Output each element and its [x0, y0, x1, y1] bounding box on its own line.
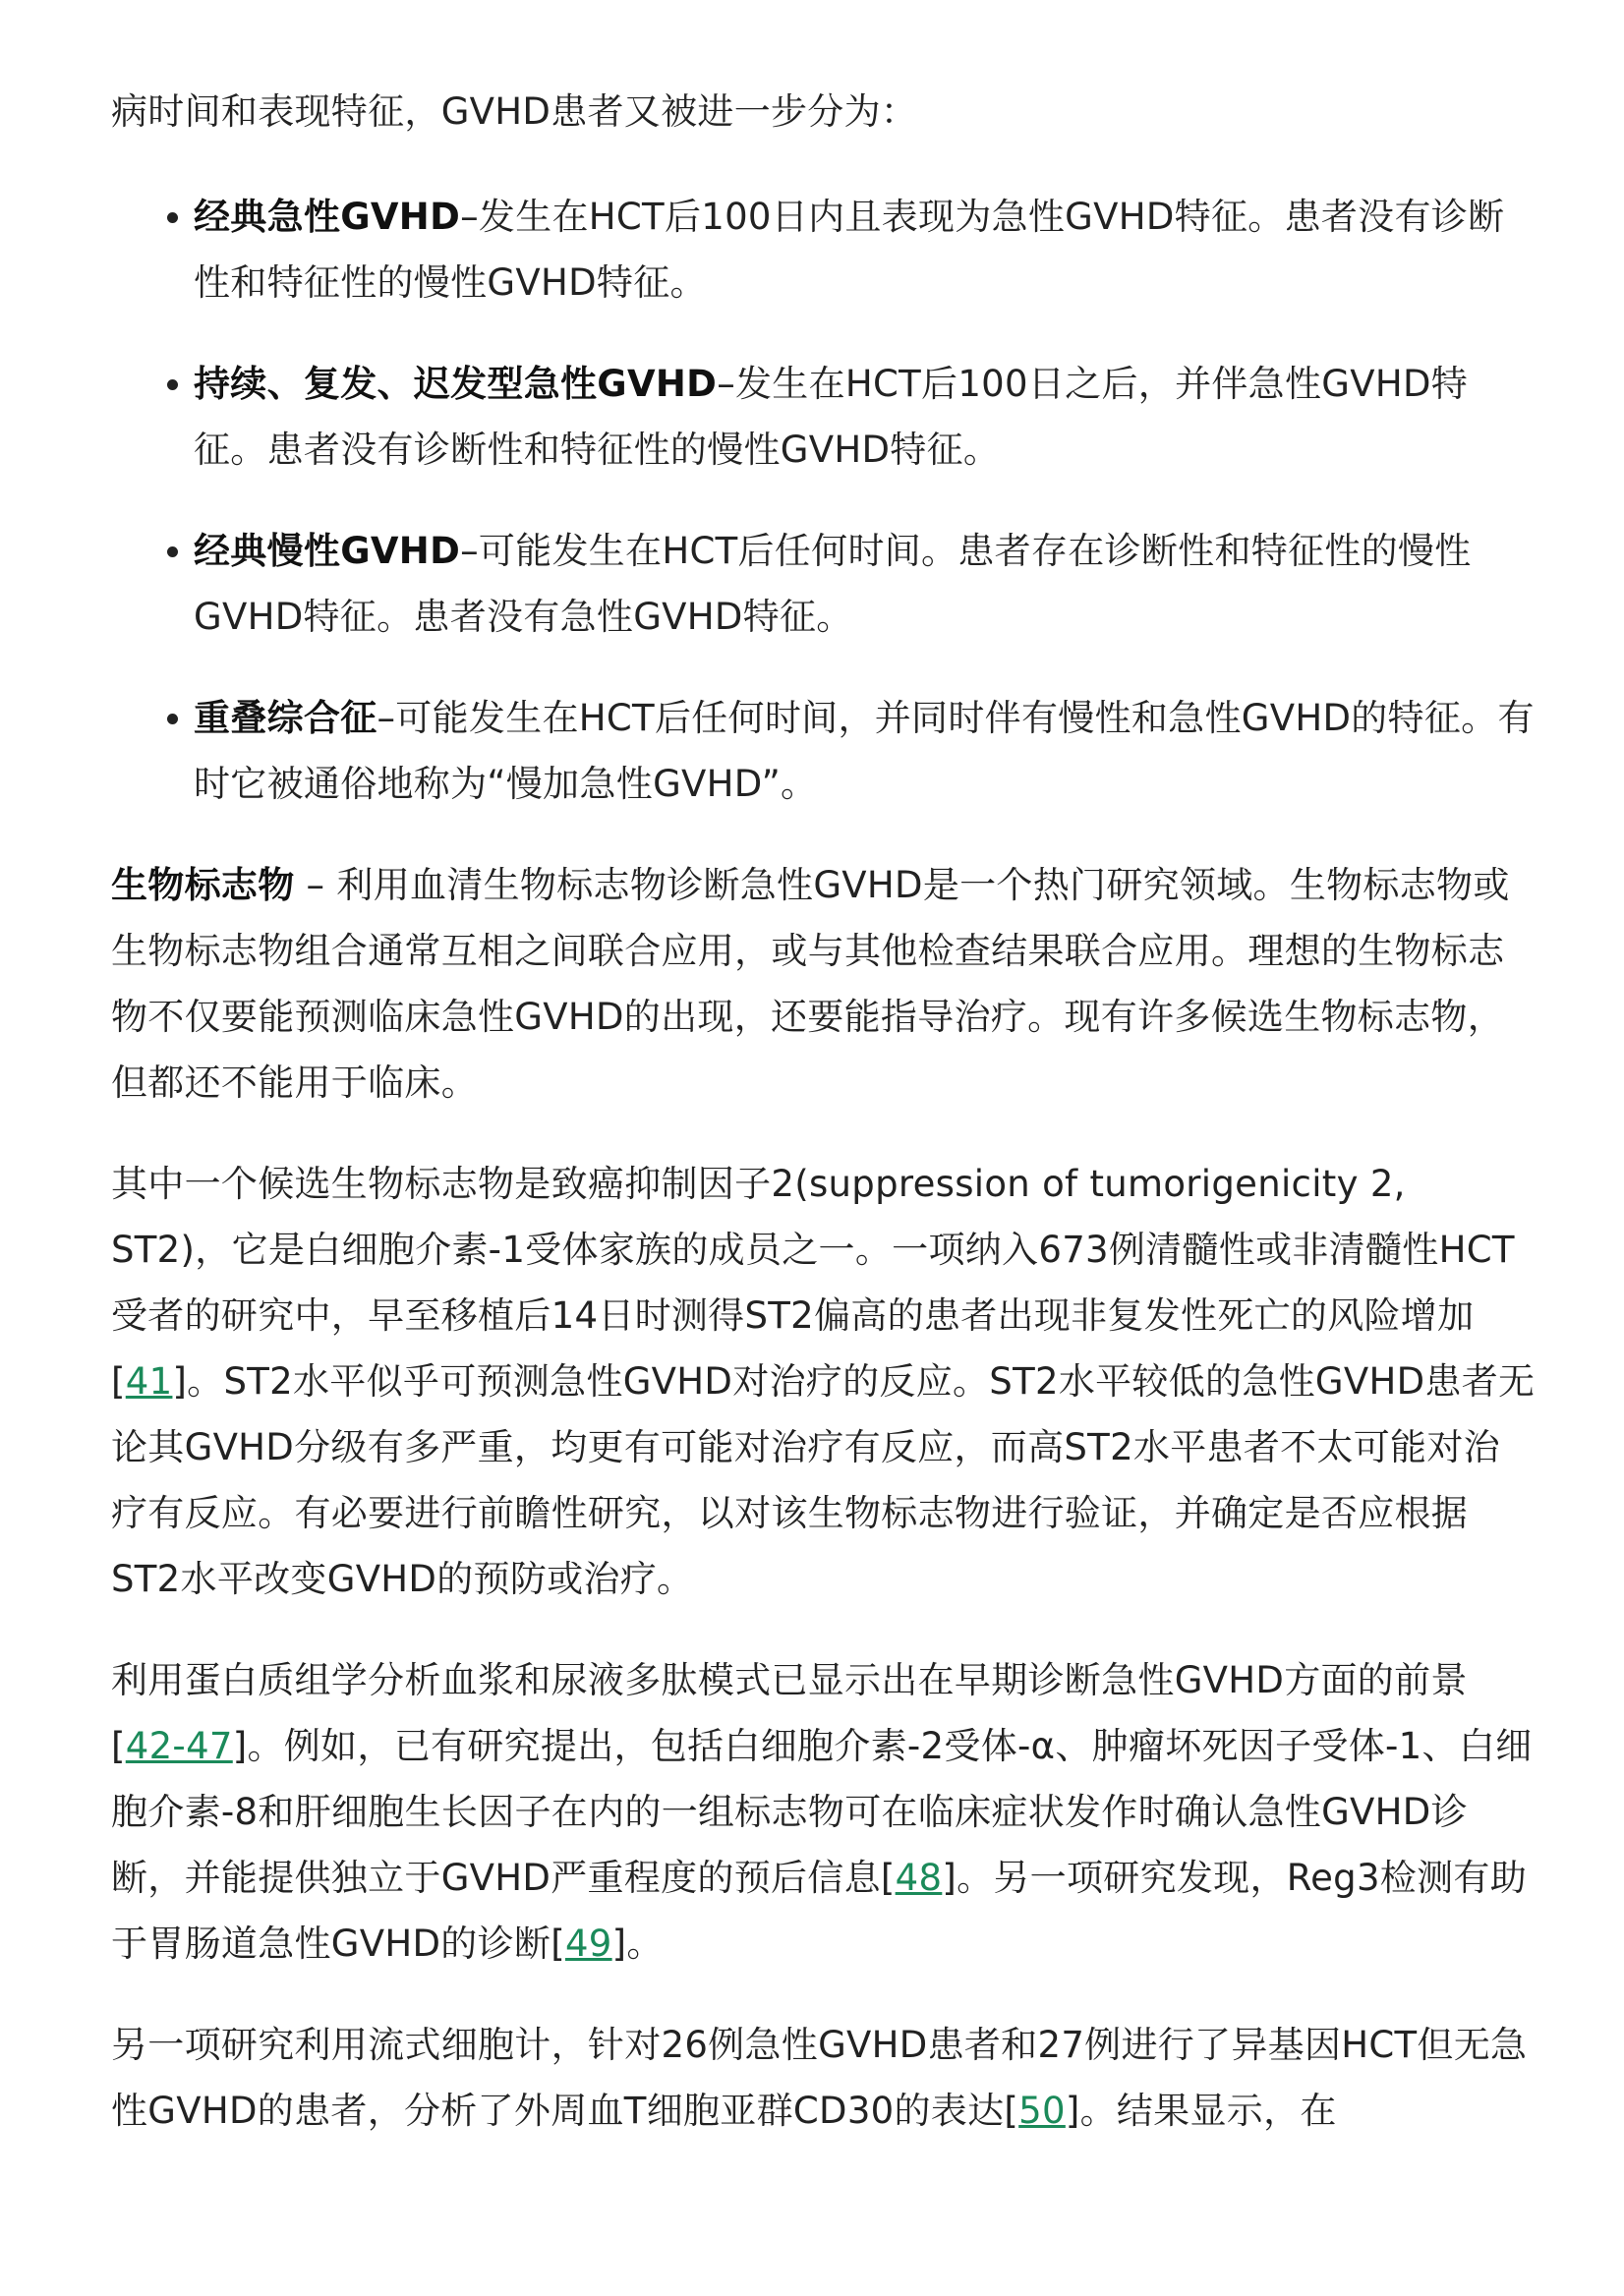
flow-text-2: ]。结果显示，在	[1065, 2090, 1337, 2132]
flow-cytometry-paragraph	[111, 2012, 1536, 2144]
proteomics-text-3: ]。另一项研究发现，Reg3检测有助于胃肠道急性GVHD的诊断[	[111, 1857, 1527, 1965]
list-item-term: 重叠综合征	[194, 697, 377, 739]
list-item-text: –可能发生在HCT后任何时间，并同时伴有慢性和急性GVHD的特征。有时它被通俗地称为“慢加急性GVHD”。	[194, 697, 1535, 805]
list-item-text: –可能发生在HCT后任何时间。患者存在诊断性和特征性的慢性GVHD特征。患者没有急性GVHD特征。	[194, 530, 1472, 638]
bullet-icon	[167, 714, 178, 724]
list-item-term: 持续、复发、迟发型急性GVHD	[194, 363, 718, 405]
list-item	[111, 685, 1536, 817]
reference-link-42-47[interactable]: 42-47	[125, 1725, 233, 1767]
proteomics-paragraph	[111, 1647, 1536, 1977]
biomarker-paragraph	[111, 852, 1536, 1116]
st2-text-2: ]。ST2水平似乎可预测急性GVHD对治疗的反应。ST2水平较低的急性GVHD患者无论其GVHD分级有多严重，均更有可能对治疗有反应，而高ST2水平患者不太可能对治疗有反应。有必要进行前瞻性研究，以对该生物标志物进行验证，并确定是否应根据ST2水平改变GVHD的预防或治疗。	[111, 1360, 1536, 1600]
st2-text-1: 其中一个候选生物标志物是致癌抑制因子2(suppression of tumorigenicity 2, ST2)，它是白细胞介素-1受体家族的成员之一。一项纳入673例清髓性或非清髓性HCT受者的研究中，早至移植后14日时测得ST2偏高的患者出现非复发性死亡的风险增加[	[111, 1163, 1515, 1403]
bullet-icon	[167, 379, 178, 390]
st2-paragraph	[111, 1151, 1536, 1612]
proteomics-text-4: ]。	[611, 1923, 664, 1965]
list-item	[111, 184, 1536, 316]
list-item-term: 经典急性GVHD	[194, 196, 461, 238]
list-item-term: 经典慢性GVHD	[194, 530, 461, 572]
biomarker-text: – 利用血清生物标志物诊断急性GVHD是一个热门研究领域。生物标志物或生物标志物组合通常互相之间联合应用，或与其他检查结果联合应用。理想的生物标志物不仅要能预测临床急性GVHD的出现，还要能指导治疗。现有许多候选生物标志物，但都还不能用于临床。	[111, 864, 1510, 1104]
flow-text-1: 另一项研究利用流式细胞计，针对26例急性GVHD患者和27例进行了异基因HCT但无急性GVHD的患者，分析了外周血T细胞亚群CD30的表达[	[111, 2024, 1528, 2132]
bullet-icon	[167, 546, 178, 557]
reference-link-50[interactable]: 50	[1018, 2090, 1066, 2132]
list-item	[111, 518, 1536, 650]
gvhd-classification-list	[111, 184, 1536, 817]
reference-link-48[interactable]: 48	[895, 1857, 943, 1899]
reference-link-49[interactable]: 49	[564, 1923, 612, 1965]
list-item-text: –发生在HCT后100日之后，并伴急性GVHD特征。患者没有诊断性和特征性的慢性GVHD特征。	[194, 363, 1469, 471]
list-item	[111, 351, 1536, 483]
reference-link-41[interactable]: 41	[125, 1360, 173, 1403]
bullet-icon	[167, 212, 178, 223]
intro-paragraph	[111, 79, 1536, 144]
proteomics-text-2: ]。例如，已有研究提出，包括白细胞介素-2受体-α、肿瘤坏死因子受体-1、白细胞介素-8和肝细胞生长因子在内的一组标志物可在临床症状发作时确认急性GVHD诊断，并能提供独立于GVHD严重程度的预后信息[	[111, 1725, 1533, 1899]
intro-text: 病时间和表现特征，GVHD患者又被进一步分为：	[111, 90, 918, 133]
proteomics-text-1: 利用蛋白质组学分析血浆和尿液多肽模式已显示出在早期诊断急性GVHD方面的前景[	[111, 1659, 1468, 1767]
biomarker-term: 生物标志物	[111, 864, 295, 906]
list-item-text: –发生在HCT后100日内且表现为急性GVHD特征。患者没有诊断性和特征性的慢性GVHD特征。	[194, 196, 1505, 304]
